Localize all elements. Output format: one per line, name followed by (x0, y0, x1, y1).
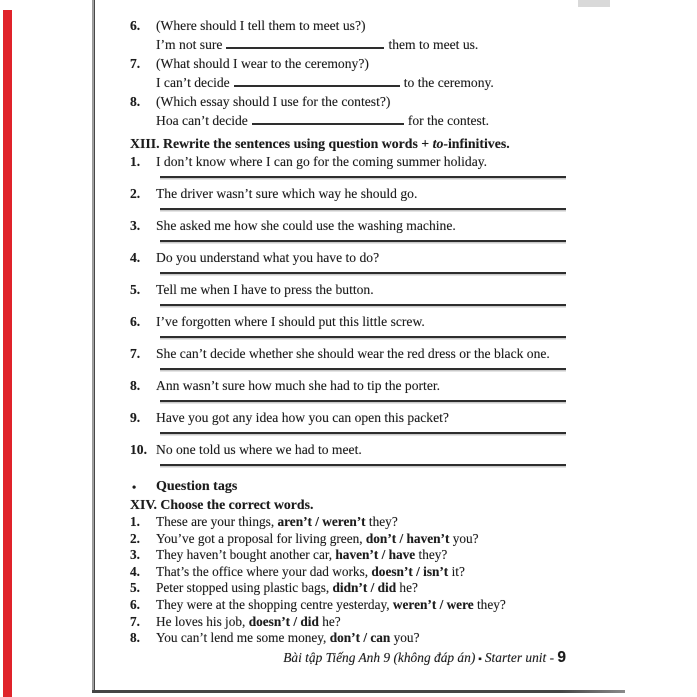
item-choices: doesn’t / isn’t (371, 563, 449, 579)
top-right-scan-artifact (578, 0, 610, 7)
item-text: They were at the shopping centre yesterday, (156, 596, 393, 612)
book-page-content (130, 16, 566, 669)
question-tags-label: Question tags (156, 479, 238, 494)
answer-line (160, 432, 566, 434)
item-text-end: he? (318, 613, 341, 629)
footer-dash: - (546, 649, 558, 665)
item-number: 8. (130, 94, 141, 109)
item-sentence: The driver wasn’t sure which way he should go. (156, 186, 418, 201)
answer-post: to the ceremony. (403, 75, 494, 90)
item-text: That’s the office where your dad works, (156, 563, 372, 579)
item-number: 10. (130, 442, 147, 457)
item-text: He loves his job, (156, 613, 249, 629)
answer-line (160, 240, 566, 242)
item-number: 9. (130, 410, 141, 425)
footer-book-title: Bài tập Tiếng Anh 9 (không đáp án) (283, 649, 476, 665)
item-text-end: they? (473, 596, 506, 612)
answer-line (160, 208, 566, 210)
answer-post: them to meet us. (388, 37, 479, 52)
item-number: 1. (130, 514, 140, 529)
page-number: 9 (557, 648, 566, 666)
rewrite-item (130, 409, 566, 434)
section-xiv-items (130, 514, 566, 647)
section-xiii-heading (130, 134, 566, 153)
item-sentence: No one told us where we had to meet. (156, 442, 362, 457)
red-bookmark-strip (3, 10, 12, 697)
rewrite-item (130, 249, 566, 274)
heading-italic-to: to (432, 136, 444, 151)
item-choices: doesn’t / did (248, 613, 319, 629)
answer-line (160, 272, 566, 274)
heading-number: XIII. (130, 136, 160, 151)
item-text-end: they? (415, 547, 448, 563)
section-xiii-items (130, 153, 566, 466)
item-number: 2. (130, 186, 141, 201)
item-number: 8. (130, 630, 140, 646)
answer-pre: Hoa can’t decide (156, 113, 248, 128)
item-number: 4. (130, 563, 140, 579)
heading-number: XIV. (130, 497, 157, 512)
item-number: 7. (130, 613, 140, 629)
item-text-end: you? (449, 530, 479, 546)
item-text: You’ve got a proposal for living green, (156, 530, 366, 546)
page-footer (130, 649, 566, 669)
page-left-edge (92, 0, 95, 692)
item-number: 7. (130, 346, 141, 361)
item-number: 8. (130, 378, 141, 393)
item-number: 7. (130, 56, 141, 71)
answer-pre: I can’t decide (156, 75, 230, 90)
rewrite-item (130, 377, 566, 402)
item-choices: aren’t / weren’t (277, 514, 366, 529)
exercise-item (130, 54, 566, 73)
rewrite-item (130, 185, 566, 210)
item-number: 6. (130, 596, 140, 612)
square-separator-icon: ▪ (478, 653, 482, 665)
item-number: 4. (130, 250, 141, 265)
item-text: Peter stopped using plastic bags, (156, 580, 333, 596)
item-number: 5. (130, 580, 140, 596)
choose-item (130, 597, 566, 614)
choose-item (130, 614, 566, 631)
exercise-item (130, 16, 566, 35)
item-choices: didn’t / did (332, 580, 397, 596)
section-xiv-heading (130, 496, 566, 514)
choose-item (130, 630, 566, 647)
fill-in-blank-line (234, 75, 400, 87)
item-text-end: he? (396, 580, 418, 596)
answer-line (160, 304, 566, 306)
item-sentence: I don’t know where I can go for the coming summer holiday. (156, 154, 488, 169)
choose-item (130, 580, 566, 597)
rewrite-item (130, 217, 566, 242)
item-sentence: Do you understand what you have to do? (156, 250, 380, 265)
rewrite-item (130, 345, 566, 370)
rewrite-item (130, 313, 566, 338)
item-text-end: it? (448, 563, 465, 579)
fill-in-blank-line (226, 37, 384, 49)
footer-unit-name: Starter unit (484, 649, 547, 665)
heading-text-end: -infinitives. (443, 136, 510, 151)
item-sentence: She can’t decide whether she should wear the red dress or the black one. (156, 346, 550, 361)
answer-line (160, 368, 566, 370)
item-number: 1. (130, 154, 141, 169)
item-sentence: Have you got any idea how you can open this packet? (156, 410, 449, 425)
item-question: (Where should I tell them to meet us?) (156, 18, 366, 33)
item-number: 6. (130, 314, 141, 329)
item-text: They haven’t bought another car, (156, 547, 336, 563)
exercise-item (130, 92, 566, 111)
item-text-end: they? (365, 514, 398, 529)
heading-text: Rewrite the sentences using question words + (162, 136, 433, 151)
choose-item (130, 531, 566, 548)
rewrite-item (130, 153, 566, 178)
item-number: 3. (130, 547, 140, 563)
item-question: (Which essay should I use for the contest?) (156, 94, 391, 109)
bullet-icon: • (132, 480, 137, 494)
choose-item (130, 564, 566, 581)
item-text-end: you? (390, 630, 420, 646)
item-choices: don’t / haven’t (365, 530, 450, 546)
answer-post: for the contest. (407, 113, 490, 128)
item-number: 3. (130, 218, 141, 233)
heading-text: Choose the correct words. (160, 497, 314, 512)
item-choices: haven’t / have (335, 547, 416, 563)
item-answer (130, 73, 566, 92)
rewrite-item (130, 441, 566, 466)
item-text: These are your things, (156, 514, 278, 529)
answer-line (160, 400, 566, 402)
item-sentence: I’ve forgotten where I should put this little screw. (156, 314, 425, 329)
item-number: 5. (130, 282, 141, 297)
rewrite-item (130, 281, 566, 306)
page-bottom-edge (92, 690, 625, 693)
top-exercise (130, 16, 566, 130)
item-number: 2. (130, 530, 140, 546)
answer-line (160, 464, 566, 466)
fill-in-blank-line (252, 113, 404, 125)
answer-pre: I’m not sure (156, 37, 223, 52)
answer-line (160, 176, 566, 178)
item-number: 6. (130, 18, 141, 33)
item-sentence: Ann wasn’t sure how much she had to tip the porter. (156, 378, 441, 393)
item-answer (130, 111, 566, 130)
item-choices: don’t / can (329, 630, 391, 646)
choose-item (130, 514, 566, 531)
question-tags-subheading (130, 478, 566, 496)
item-sentence: Tell me when I have to press the button. (156, 282, 374, 297)
item-choices: weren’t / were (392, 596, 474, 612)
item-sentence: She asked me how she could use the washing machine. (156, 218, 456, 233)
answer-line (160, 336, 566, 338)
choose-item (130, 547, 566, 564)
item-text: You can’t lend me some money, (156, 630, 330, 646)
item-question: (What should I wear to the ceremony?) (156, 56, 369, 71)
item-answer (130, 35, 566, 54)
